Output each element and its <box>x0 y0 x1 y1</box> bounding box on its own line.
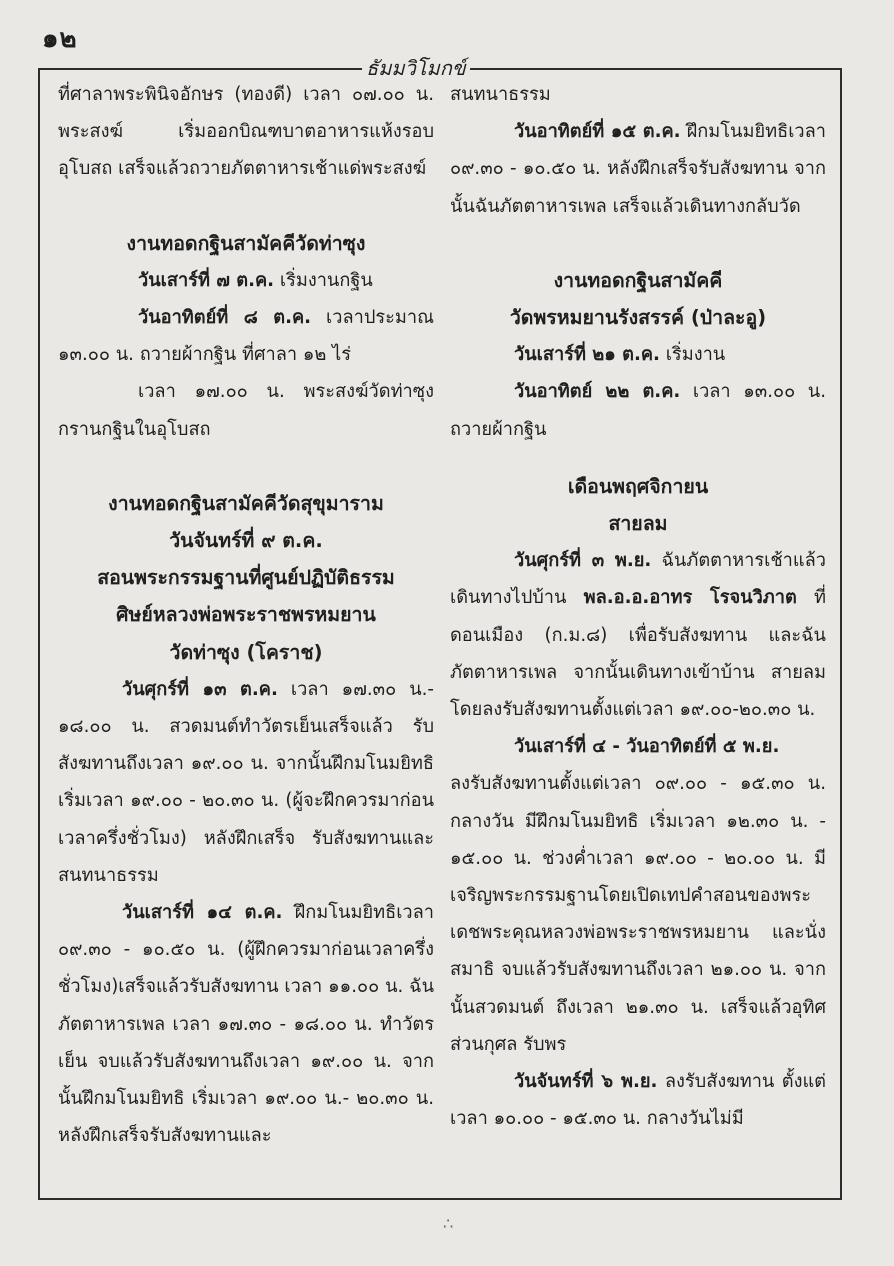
schedule-entry <box>450 1063 826 1137</box>
date-label: วันเสาร์ที่ ๗ ต.ค. <box>138 269 275 291</box>
entry-text: เริ่มงาน <box>659 344 726 366</box>
section-subheading: ศิษย์หลวงพ่อพระราชพรหมยาน <box>116 603 376 627</box>
entry-text: ฝึกมโนมยิทธิเวลา ๐๙.๓๐ - ๑๐.๕๐ น. (ผู้ฝึกควรมาก่อนเวลาครึ่งชั่วโมง)เสร็จแล้วรับสังฆทาน เวลา ๑๑.๐๐ น. ฉันภัตตาหารเพล เวลา ๑๗.๓๐ - ๑๘.๐๐ น. ทำวัตรเย็น จบแล้วรับสังฆทานถึงเวลา ๑๙.๐๐ น. จากนั้นฝึกมโนมยิทธิ เริ่มเวลา ๑๙.๐๐ น.- ๒๐.๓๐ น. หลังฝึกเสร็จรับสังฆทานและ <box>58 902 434 1147</box>
left-column <box>58 76 434 1154</box>
date-label: วันเสาร์ที่ ๔ - วันอาทิตย์ที่ ๕ พ.ย. <box>514 736 780 758</box>
schedule-entry <box>450 373 826 447</box>
entry-text: เวลา ๑๗.๓๐ น.- ๑๘.๐๐ น. สวดมนต์ทำวัตรเย็นเสร็จแล้ว รับสังฆทานถึงเวลา ๑๙.๐๐ น. จากนั้นฝึกมโนมยิทธิ เริ่มเวลา ๑๙.๐๐ - ๒๐.๓๐ น. (ผู้จะฝึกควรมาก่อนเวลาครึ่งชั่วโมง) หลังฝึกเสร็จ รับสังฆทานและสนทนาธรรม <box>58 678 434 886</box>
paragraph-continued: สนทนาธรรม <box>450 84 551 105</box>
right-column <box>450 76 826 1137</box>
entry-text: ฉันภัตตาหารเช้าแล้ว เดินทางไปบ้าน <box>450 550 826 609</box>
date-label: วันอาทิตย์ที่ ๘ ต.ค. <box>138 307 312 329</box>
entry-text: เริ่มงานกฐิน <box>274 269 373 291</box>
paragraph-intro: ที่ศาลาพระพินิจอักษร (ทองดี) เวลา ๐๗.๐๐ น. พระสงฆ์ เริ่มออกบิณฑบาตอาหารแห้งรอบอุโบสถ เสร็จแล้วถวายภัตตาหารเช้าแด่พระสงฆ์ <box>58 84 434 180</box>
host-name: พล.อ.อ.อาทร โรจนวิภาต <box>583 587 797 609</box>
entry-text: ลงรับสังฆทานตั้งแต่เวลา ๐๙.๐๐ - ๑๕.๓๐ น. กลางวัน มีฝึกมโนมยิทธิ เริ่มเวลา ๑๒.๓๐ น. - ๑๕.๐๐ น. ช่วงค่ำเวลา ๑๙.๐๐ - ๒๐.๐๐ น. มีเจริญพระกรรมฐานโดยเปิดเทปคำสอนของพระเดชพระคุณหลวงพ่อพระราชพรหมยาน และนั่งสมาธิ จบแล้วรับสังฆทานถึงเวลา ๒๑.๐๐ น. จากนั้นสวดมนต์ ถึงเวลา ๒๑.๓๐ น. เสร็จแล้วอุทิศส่วนกุศล รับพร <box>450 773 826 1055</box>
date-label: วันจันทร์ที่ ๖ พ.ย. <box>514 1071 658 1093</box>
schedule-entry <box>58 894 434 1154</box>
date-label: วันอาทิตย์ ๒๒ ต.ค. <box>514 381 681 403</box>
entry-text: ที่ดอนเมือง (ก.ม.๘) เพื่อรับสังฆทาน และฉันภัตตาหารเพล จากนั้นเดินทางเข้าบ้าน สายลม โดยลงรับสังฆทานตั้งแต่เวลา ๑๙.๐๐-๒๐.๓๐ น. <box>450 587 826 721</box>
section-heading: งานทอดกฐินสามัคคีวัดท่าซุง <box>126 231 366 255</box>
date-label: วันเสาร์ที่ ๑๔ ต.ค. <box>122 902 283 924</box>
date-label: วันอาทิตย์ที่ ๑๕ ต.ค. <box>514 121 681 143</box>
entry-text: เวลาประมาณ ๑๓.๐๐ น. ถวายผ้ากฐิน ที่ศาลา ๑๒ ไร่ <box>58 307 435 366</box>
entry-text: เวลา ๑๗.๐๐ น. พระสงฆ์วัดท่าซุงกรานกฐินในอุโบสถ <box>58 381 434 440</box>
section-date: วันจันทร์ที่ ๙ ต.ค. <box>169 529 323 553</box>
section-subheading: วัดท่าซุง (โคราช) <box>169 640 323 664</box>
month-heading: เดือนพฤศจิกายน <box>567 474 709 498</box>
schedule-entry <box>450 336 826 373</box>
entry-text: ฝึกมโนมยิทธิเวลา ๐๙.๓๐ - ๑๐.๕๐ น. หลังฝึกเสร็จรับสังฆทาน จากนั้นฉันภัตตาหารเพล เสร็จแล้วเดินทางกลับวัด <box>450 121 827 217</box>
schedule-entry <box>450 728 826 765</box>
date-label: วันศุกร์ที่ ๓ พ.ย. <box>514 550 652 572</box>
date-label: วันเสาร์ที่ ๒๑ ต.ค. <box>514 344 660 366</box>
section-heading: วัดพรหมยานรังสรรค์ (ป่าละอู) <box>509 306 767 330</box>
schedule-entry <box>58 373 434 447</box>
section-subheading: สอนพระกรรมฐานที่ศูนย์ปฏิบัติธรรม <box>97 566 395 590</box>
running-header: ธัมมวิโมกข์ <box>362 52 470 84</box>
entry-text: เวลา ๑๓.๐๐ น. ถวายผ้ากฐิน <box>450 381 826 440</box>
date-label: วันศุกร์ที่ ๑๓ ต.ค. <box>122 678 278 700</box>
schedule-entry <box>58 262 434 299</box>
schedule-entry <box>450 542 826 728</box>
place-heading: สายลม <box>608 512 668 536</box>
section-heading: งานทอดกฐินสามัคคี <box>553 268 723 292</box>
schedule-entry <box>450 113 826 225</box>
section-heading: งานทอดกฐินสามัคคีวัดสุขุมาราม <box>108 491 384 515</box>
page-number: ๑๒ <box>42 24 78 54</box>
entry-text: ลงรับสังฆทาน ตั้งแต่เวลา ๑๐.๐๐ - ๑๕.๓๐ น. กลางวันไม่มี <box>450 1071 826 1130</box>
page-end-mark: ∴ <box>443 1214 454 1233</box>
schedule-entry <box>58 299 434 373</box>
schedule-entry <box>58 671 434 894</box>
